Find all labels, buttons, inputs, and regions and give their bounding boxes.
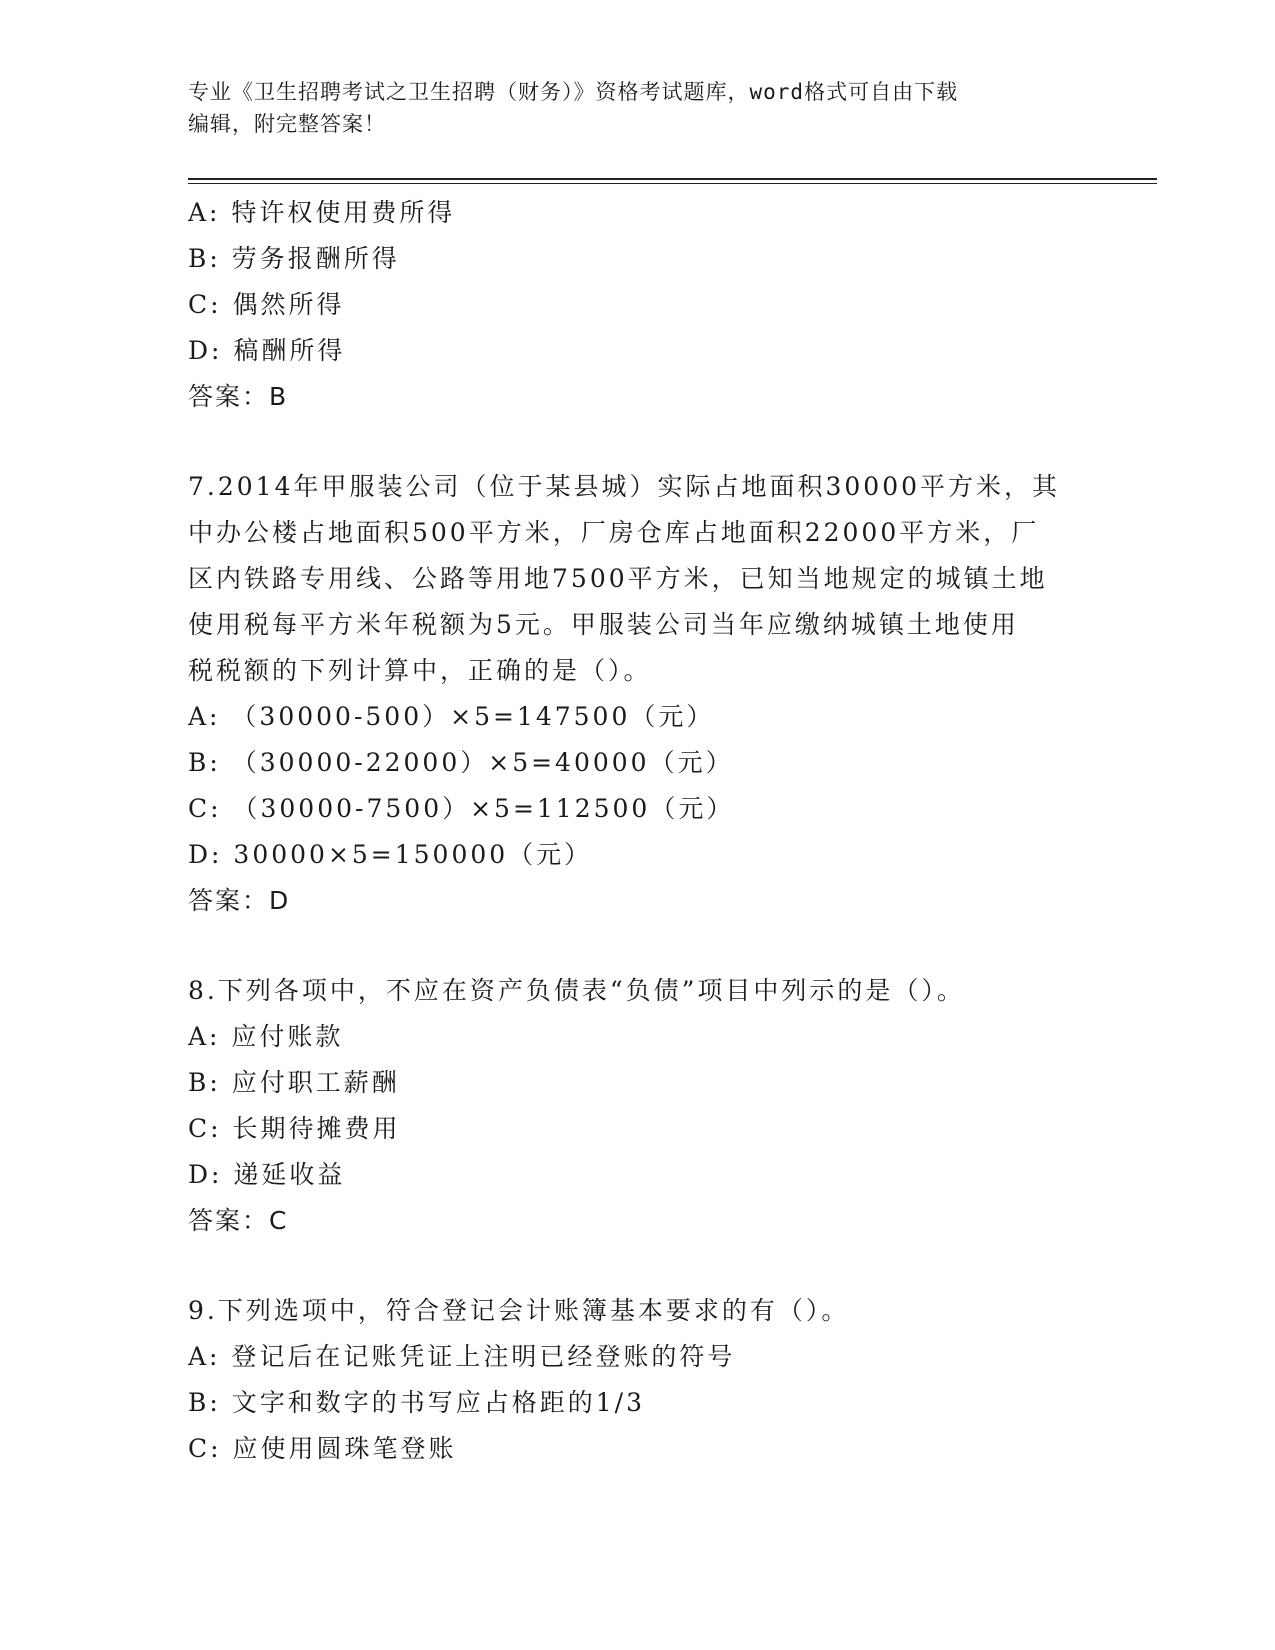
option-c: C: （30000-7500）×5=112500（元） (188, 794, 735, 823)
option-b: B: 劳务报酬所得 (188, 244, 400, 273)
option-b: B: 文字和数字的书写应占格距的1/3 (188, 1388, 645, 1417)
question-6-block (188, 190, 1088, 420)
option-c: C: 长期待摊费用 (188, 1114, 401, 1143)
question-stem-line: 中办公楼占地面积500平方米，厂房仓库占地面积22000平方米，厂 (188, 518, 1040, 547)
header-rule-thick (188, 178, 1157, 180)
header-line-1: 专业《卫生招聘考试之卫生招聘（财务）》资格考试题库，word格式可自由下载 (188, 80, 959, 104)
answer-line: 答案：D (188, 886, 291, 915)
option-c: C: 偶然所得 (188, 290, 345, 319)
question-stem: 9.下列选项中，符合登记会计账簿基本要求的有（）。 (188, 1296, 850, 1325)
option-a: A: 特许权使用费所得 (188, 198, 456, 227)
header-rule-thin (188, 183, 1157, 184)
question-8-block (188, 968, 1088, 1244)
option-a: A: 应付账款 (188, 1022, 344, 1051)
question-stem-line: 税税额的下列计算中，正确的是（）。 (188, 656, 652, 685)
header-line-2: 编辑，附完整答案！ (188, 112, 386, 136)
option-c: C: 应使用圆珠笔登账 (188, 1434, 457, 1463)
answer-line: 答案：C (188, 1206, 289, 1235)
option-b: B: 应付职工薪酬 (188, 1068, 400, 1097)
question-7-block (188, 464, 1088, 924)
question-stem-line: 7.2014年甲服装公司（位于某县城）实际占地面积30000平方米，其 (188, 472, 1061, 501)
option-a: A: （30000-500）×5=147500（元） (188, 702, 715, 731)
question-stem-line: 使用税每平方米年税额为5元。甲服装公司当年应缴纳城镇土地使用 (188, 610, 1019, 639)
answer-line: 答案：B (188, 382, 289, 411)
option-b: B: （30000-22000）×5=40000（元） (188, 748, 734, 777)
option-d: D: 稿酬所得 (188, 336, 346, 365)
option-d: D: 30000×5=150000（元） (188, 840, 593, 869)
option-a: A: 登记后在记账凭证上注明已经登账的符号 (188, 1342, 736, 1371)
question-9-block (188, 1288, 1088, 1472)
question-content (188, 190, 1088, 1472)
question-stem: 8.下列各项中，不应在资产负债表“负债”项目中列示的是（）。 (188, 976, 965, 1005)
question-stem-line: 区内铁路专用线、公路等用地7500平方米，已知当地规定的城镇土地 (188, 564, 1048, 593)
option-d: D: 递延收益 (188, 1160, 346, 1189)
document-header (188, 76, 1088, 140)
